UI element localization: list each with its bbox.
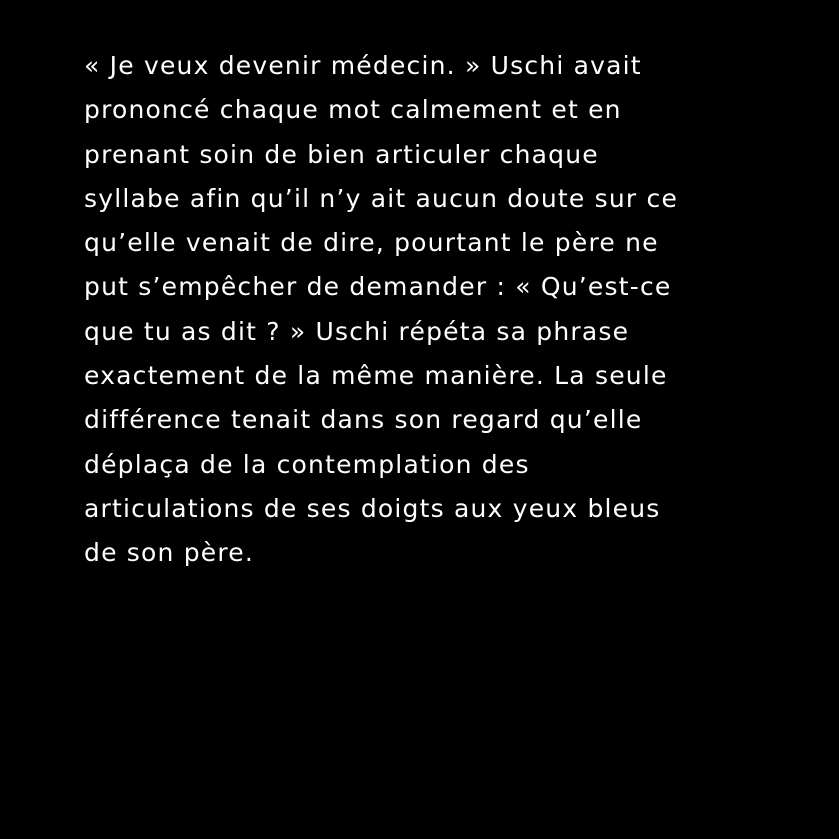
text-line-12: de son père. [84, 538, 255, 568]
text-line-5: qu’elle venait de dire, pourtant le père ne [84, 228, 659, 258]
text-line-9: différence tenait dans son regard qu’elle [84, 405, 643, 435]
text-line-8: exactement de la même manière. La seule [84, 361, 668, 391]
text-line-4: syllabe afin qu’il n’y ait aucun doute sur ce [84, 183, 679, 213]
text-line-3: prenant soin de bien articuler chaque [84, 139, 599, 169]
text-line-10: déplaça de la contemplation des [84, 449, 530, 479]
text-line-2: prononcé chaque mot calmement et en [84, 95, 622, 125]
text-line-1: « Je veux devenir médecin. » Uschi avait [84, 51, 642, 80]
text-excerpt [84, 44, 784, 576]
text-line-6: put s’empêcher de demander : « Qu’est-ce [84, 272, 672, 302]
text-line-11: articulations de ses doigts aux yeux bleus [84, 493, 661, 523]
text-line-7: que tu as dit ? » Uschi répéta sa phrase [84, 316, 630, 346]
